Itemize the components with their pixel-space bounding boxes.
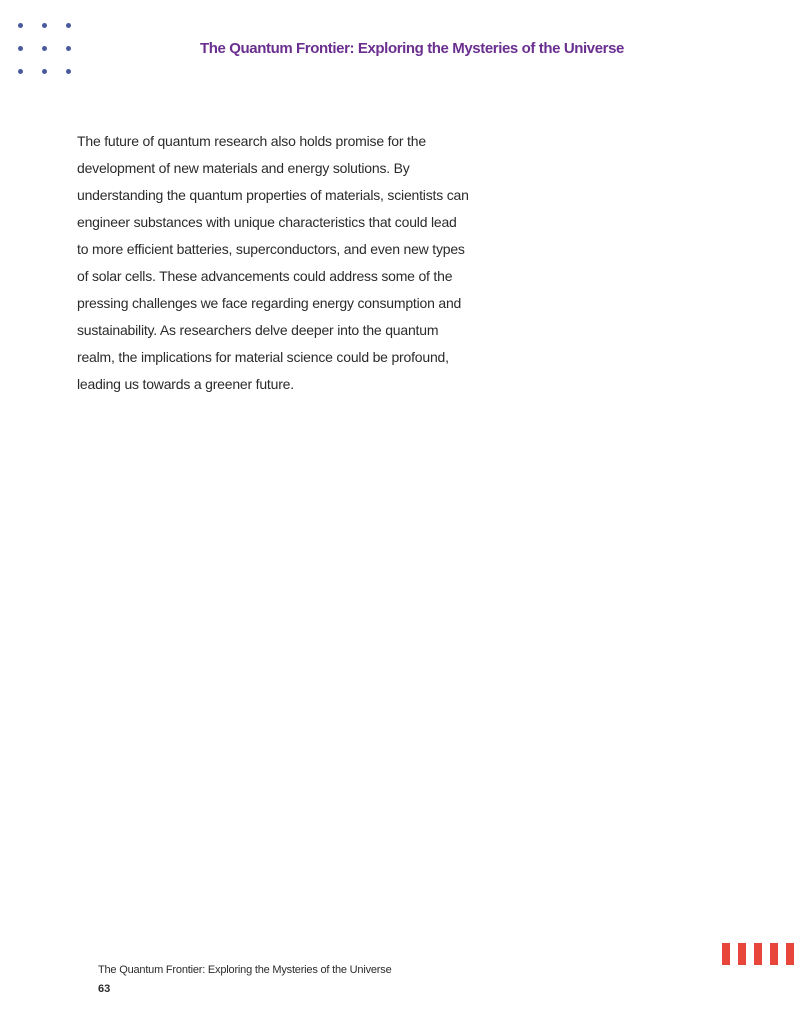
- decor-dot: [66, 46, 71, 51]
- paragraph-line: understanding the quantum properties of materials, scientists can: [77, 187, 469, 203]
- decor-dot: [18, 23, 23, 28]
- paragraph-line: to more efficient batteries, superconductors, and even new types: [77, 241, 465, 257]
- decor-dot: [18, 46, 23, 51]
- decor-stripe: [722, 943, 730, 965]
- page-number: 63: [98, 983, 111, 995]
- decor-dot: [18, 69, 23, 74]
- decor-dot: [42, 46, 47, 51]
- decor-stripe: [786, 943, 794, 965]
- decor-stripe: [738, 943, 746, 965]
- decor-dot: [42, 23, 47, 28]
- footer-title: The Quantum Frontier: Exploring the Mysteries of the Universe: [98, 964, 392, 976]
- header-title: The Quantum Frontier: Exploring the Mysteries of the Universe: [200, 40, 625, 57]
- paragraph-line: leading us towards a greener future.: [77, 376, 294, 392]
- decor-dot: [66, 23, 71, 28]
- decor-stripe: [754, 943, 762, 965]
- dot-grid-decoration: [18, 23, 78, 79]
- paragraph-line: realm, the implications for material science could be profound,: [77, 349, 449, 365]
- decor-dot: [66, 69, 71, 74]
- body-paragraph: [77, 128, 492, 398]
- paragraph-line: of solar cells. These advancements could address some of the: [77, 268, 453, 284]
- paragraph-line: sustainability. As researchers delve deeper into the quantum: [77, 322, 439, 338]
- paragraph-line: pressing challenges we face regarding energy consumption and: [77, 295, 462, 311]
- stripes-decoration: [722, 943, 794, 965]
- paragraph-line: development of new materials and energy solutions. By: [77, 160, 410, 176]
- paragraph-line: engineer substances with unique characteristics that could lead: [77, 214, 457, 230]
- decor-dot: [42, 69, 47, 74]
- decor-stripe: [770, 943, 778, 965]
- paragraph-line: The future of quantum research also holds promise for the: [77, 133, 426, 149]
